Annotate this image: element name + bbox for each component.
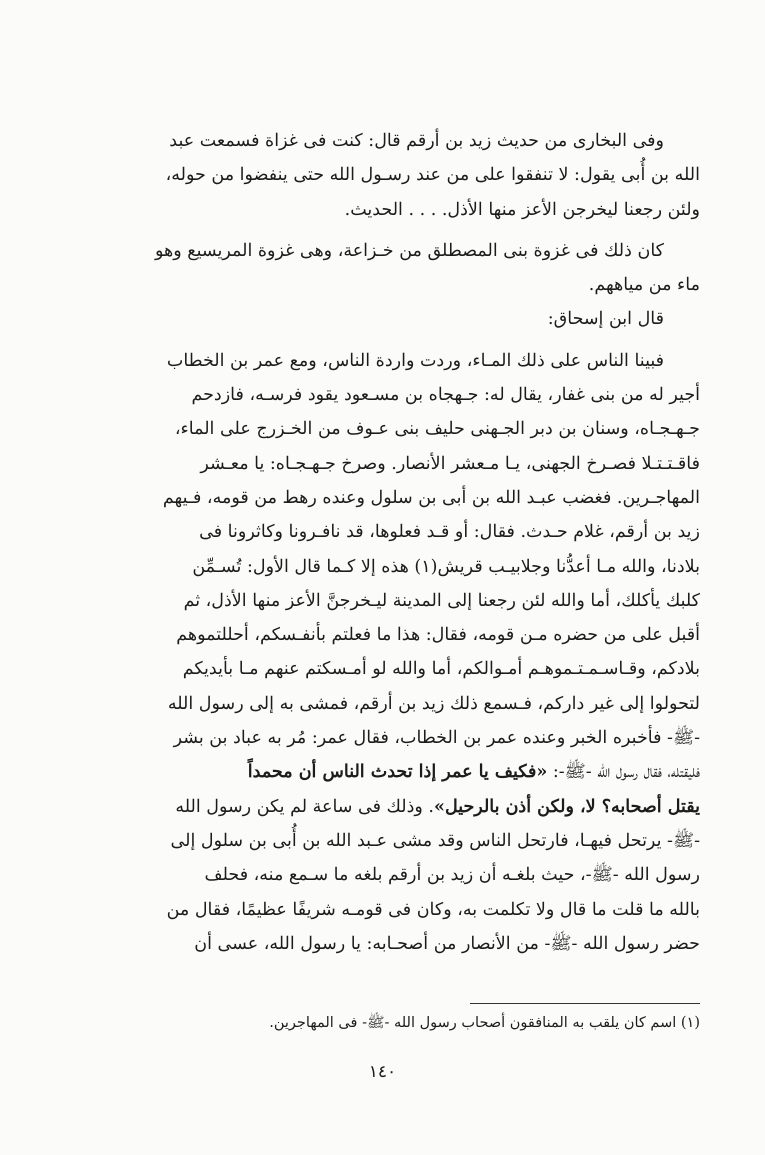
text-line: فبينا الناس على ذلك المـاء، وردت واردة الناس، ومع عمر بن الخطاب bbox=[166, 350, 664, 371]
bold-quote: يقتل أصحابه؟ لا، ولكن أذن بالرحيل» bbox=[434, 796, 700, 817]
bold-quote: «فكيف يا عمر إذا تحدث الناس أن محمداً bbox=[247, 762, 548, 783]
footnote-divider bbox=[470, 1003, 700, 1004]
text-line: الله بن أُبى يقول: لا تنفقوا على من عند رسـول الله حتى ينفضوا من حوله، bbox=[165, 165, 700, 186]
text-line: كلبك يأكلك، أما والله لئن رجعنا إلى المدينة ليـخرجنَّ الأعز منها الأذل، ثم bbox=[183, 590, 700, 611]
text-line: فليقتله، فقال رسول الله -ﷺ-: «فكيف يا عمر إذا تحدث الناس أن محمداً bbox=[247, 762, 700, 783]
footnote: (١) اسم كان يلقب به المنافقون أصحاب رسول الله -ﷺ- فى المهاجرين. bbox=[269, 1015, 700, 1031]
section-heading: قال ابن إسحاق: bbox=[547, 309, 664, 330]
text-line: أجير له من بنى غفار، يقال له: جـهجاه بن مسـعود يقود فرسـه، فازدحم bbox=[191, 385, 700, 406]
text-line: حضر رسول الله -ﷺ- من الأنصار من أصحـابه: يا رسول الله، عسى أن bbox=[194, 933, 700, 954]
text-line: ولئن رجعنا ليخرجن الأعز منها الأذل. . . . الحديث. bbox=[344, 199, 700, 220]
text-line: وفى البخارى من حديث زيد بن أرقم قال: كنت فى غزاة فسمعت عبد bbox=[169, 131, 664, 151]
text-line: المهاجـرين. فغضب عبـد الله بن أبى بن سلول وعنده رهط من قومه، فـيهم bbox=[162, 487, 700, 508]
text-line: -ﷺ- يرتحل فيهـا، فارتحل الناس وقد مشى عـبد الله بن أُبى بن سلول إلى bbox=[170, 830, 700, 851]
text-line: جـهـجـاه، وسنان بن دبر الجـهنى حليف بنى عـوف من الخـزرج على الماء، bbox=[174, 419, 700, 440]
text-line: رسول الله -ﷺ-، حيث بلغـه أن زيد بن أرقم بلغه ما سـمع منه، فحلف bbox=[204, 865, 700, 886]
text-line: أقبل على من حضره مـن قومه، فقال: هذا ما فعلتم بأنفـسكم، أحللتموهم bbox=[176, 625, 700, 646]
text-line: زيد بن أرقم، غلام حـدث. فقال: أو قـد فعلوها، قد نافـرونا وكاثرونا فى bbox=[199, 522, 700, 543]
text-line: بلادكم، وقـاسـمـتـموهـم أمـوالكم، أما والله لو أمـسكتم عنهم مـا بأيديكم bbox=[182, 659, 700, 680]
text-line: يقتل أصحابه؟ لا، ولكن أذن بالرحيل». وذلك فى ساعة لم يكن رسول الله bbox=[175, 796, 700, 817]
page-number: ١٤٠ bbox=[368, 1062, 397, 1082]
text-line: -ﷺ- فأخبره الخبر وعنده عمر بن الخطاب، فقال عمر: مُر به عباد بن بشر bbox=[173, 728, 700, 749]
text-line: بلادنا، والله مـا أعدُّنا وجلابيـب قريش(١) هذه إلا كـما قال الأول: تُسـمِّن bbox=[192, 556, 700, 577]
text-line: فاقـتـتـلا فصـرخ الجهنى، يـا مـعشر الأنصار. وصرخ جـهـجـاه: يا معـشر bbox=[200, 453, 700, 474]
text-line: كان ذلك فى غزوة بنى المصطلق من خـزاعة، وهى غزوة المريسيع وهو bbox=[154, 240, 664, 261]
text-line: لتحولوا إلى غير داركم، فـسمع ذلك زيد بن أرقم، فمشى به إلى رسول الله bbox=[167, 693, 700, 714]
text-line: ماء من مياههم. bbox=[588, 275, 700, 296]
main-text bbox=[60, 124, 700, 961]
text-line: بالله ما قلت ما قال ولا تكلمت به، وكان فى قومـه شريفًا عظيمًا، فقال من bbox=[166, 899, 700, 920]
